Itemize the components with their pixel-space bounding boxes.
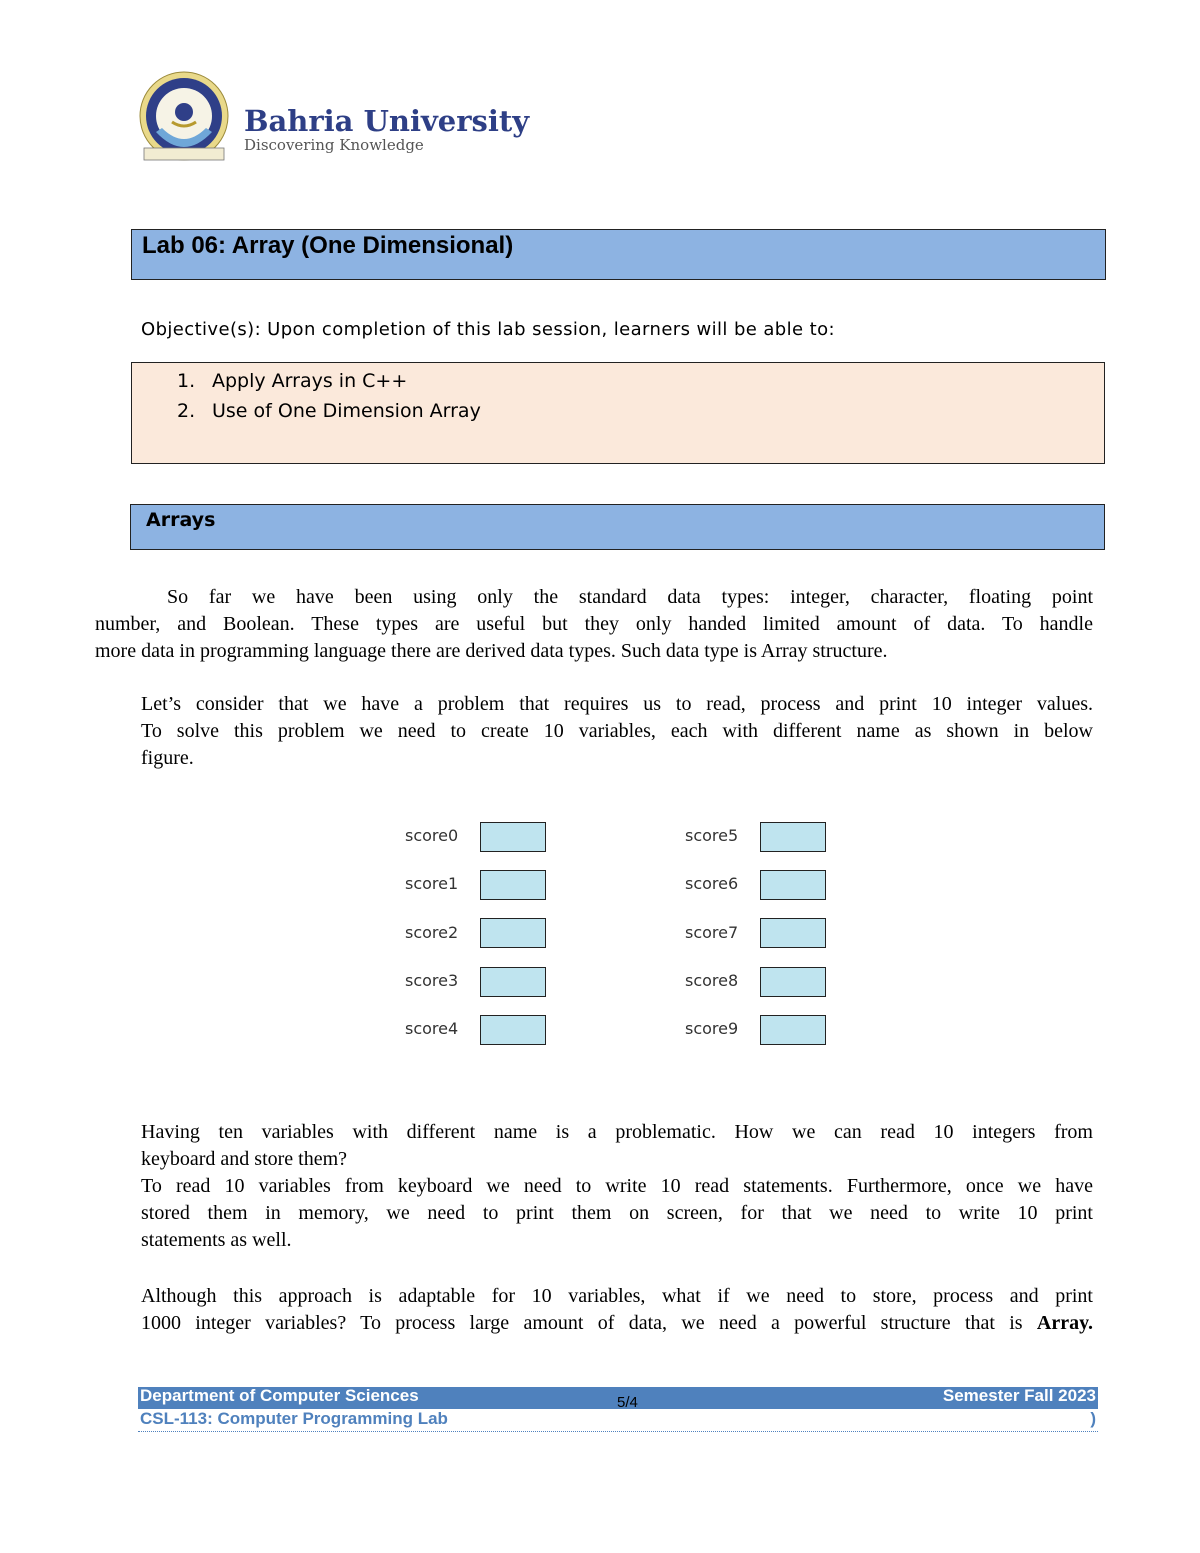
paragraph-intro: [95, 584, 1093, 665]
objective-number: 2.: [177, 400, 196, 422]
paragraph-line: Let’s consider that we have a problem that requires us to read, process and print 10 integer values.: [141, 693, 1093, 715]
score-label: score9: [685, 1019, 739, 1038]
score-label: score8: [685, 971, 739, 990]
paragraph-line: So far we have been using only the standard data types: integer, character, floating point: [167, 586, 1093, 608]
paragraph-conclusion: [141, 1283, 1093, 1337]
score-label: score0: [405, 826, 459, 845]
paragraph-line: [141, 1310, 1093, 1337]
paragraph-line: number, and Boolean. These types are useful but they only handed limited amount of data. To handle: [95, 613, 1093, 635]
score-label: score5: [685, 826, 739, 845]
paragraph-line: figure.: [141, 747, 194, 769]
objective-number: 1.: [177, 370, 196, 392]
section-heading-box: [130, 504, 1105, 550]
score-box: [760, 1015, 826, 1045]
paragraph-line: Having ten variables with different name is a problematic. How we can read 10 integers from: [141, 1121, 1093, 1143]
paragraph-line: To read 10 variables from keyboard we need to write 10 read statements. Furthermore, once we have: [141, 1175, 1093, 1197]
score-label: score4: [405, 1019, 459, 1038]
paragraph-problem: [141, 691, 1093, 772]
logo-tagline: Discovering Knowledge: [244, 136, 424, 154]
score-label: score6: [685, 874, 739, 893]
objective-text: Use of One Dimension Array: [212, 400, 481, 422]
score-label: score7: [685, 923, 739, 942]
lab-title: Lab 06: Array (One Dimensional): [142, 232, 514, 259]
paragraph-line: stored them in memory, we need to print them on screen, for that we need to write 10 print: [141, 1202, 1093, 1224]
footer-page-number: 5/4: [617, 1394, 638, 1411]
paragraph-line: To solve this problem we need to create 10 variables, each with different name as shown in below: [141, 720, 1093, 742]
objective-text: Apply Arrays in C++: [212, 370, 408, 392]
paragraph-line: Although this approach is adaptable for 10 variables, what if we need to store, process and print: [141, 1285, 1093, 1307]
footer-paren: ): [1090, 1409, 1096, 1428]
footer-course: CSL-113: Computer Programming Lab: [140, 1409, 448, 1428]
score-box: [480, 1015, 546, 1045]
score-box: [760, 967, 826, 997]
array-keyword: Array.: [1036, 1312, 1093, 1334]
paragraph-line: statements as well.: [141, 1229, 292, 1251]
paragraph-line: keyboard and store them?: [141, 1148, 348, 1170]
paragraph-problematic: [141, 1119, 1093, 1254]
score-box: [480, 967, 546, 997]
score-label: score3: [405, 971, 459, 990]
score-label: score2: [405, 923, 459, 942]
score-box: [480, 822, 546, 852]
footer-rule: [138, 1431, 1098, 1432]
footer-semester: Semester Fall 2023: [942, 1386, 1096, 1405]
score-label: score1: [405, 874, 459, 893]
paragraph-text: 1000 integer variables? To process large amount of data, we need a powerful structure that is: [141, 1312, 1037, 1334]
score-box: [760, 918, 826, 948]
section-heading: Arrays: [146, 509, 216, 531]
logo-title: Bahria University: [244, 104, 530, 138]
score-box: [760, 822, 826, 852]
score-box: [480, 918, 546, 948]
paragraph-line: more data in programming language there are derived data types. Such data type is Array structure.: [95, 640, 888, 662]
score-box: [480, 870, 546, 900]
footer-department: Department of Computer Sciences: [140, 1386, 419, 1405]
objective-intro: Objective(s): Upon completion of this lab session, learners will be able to:: [141, 319, 835, 340]
score-box: [760, 870, 826, 900]
